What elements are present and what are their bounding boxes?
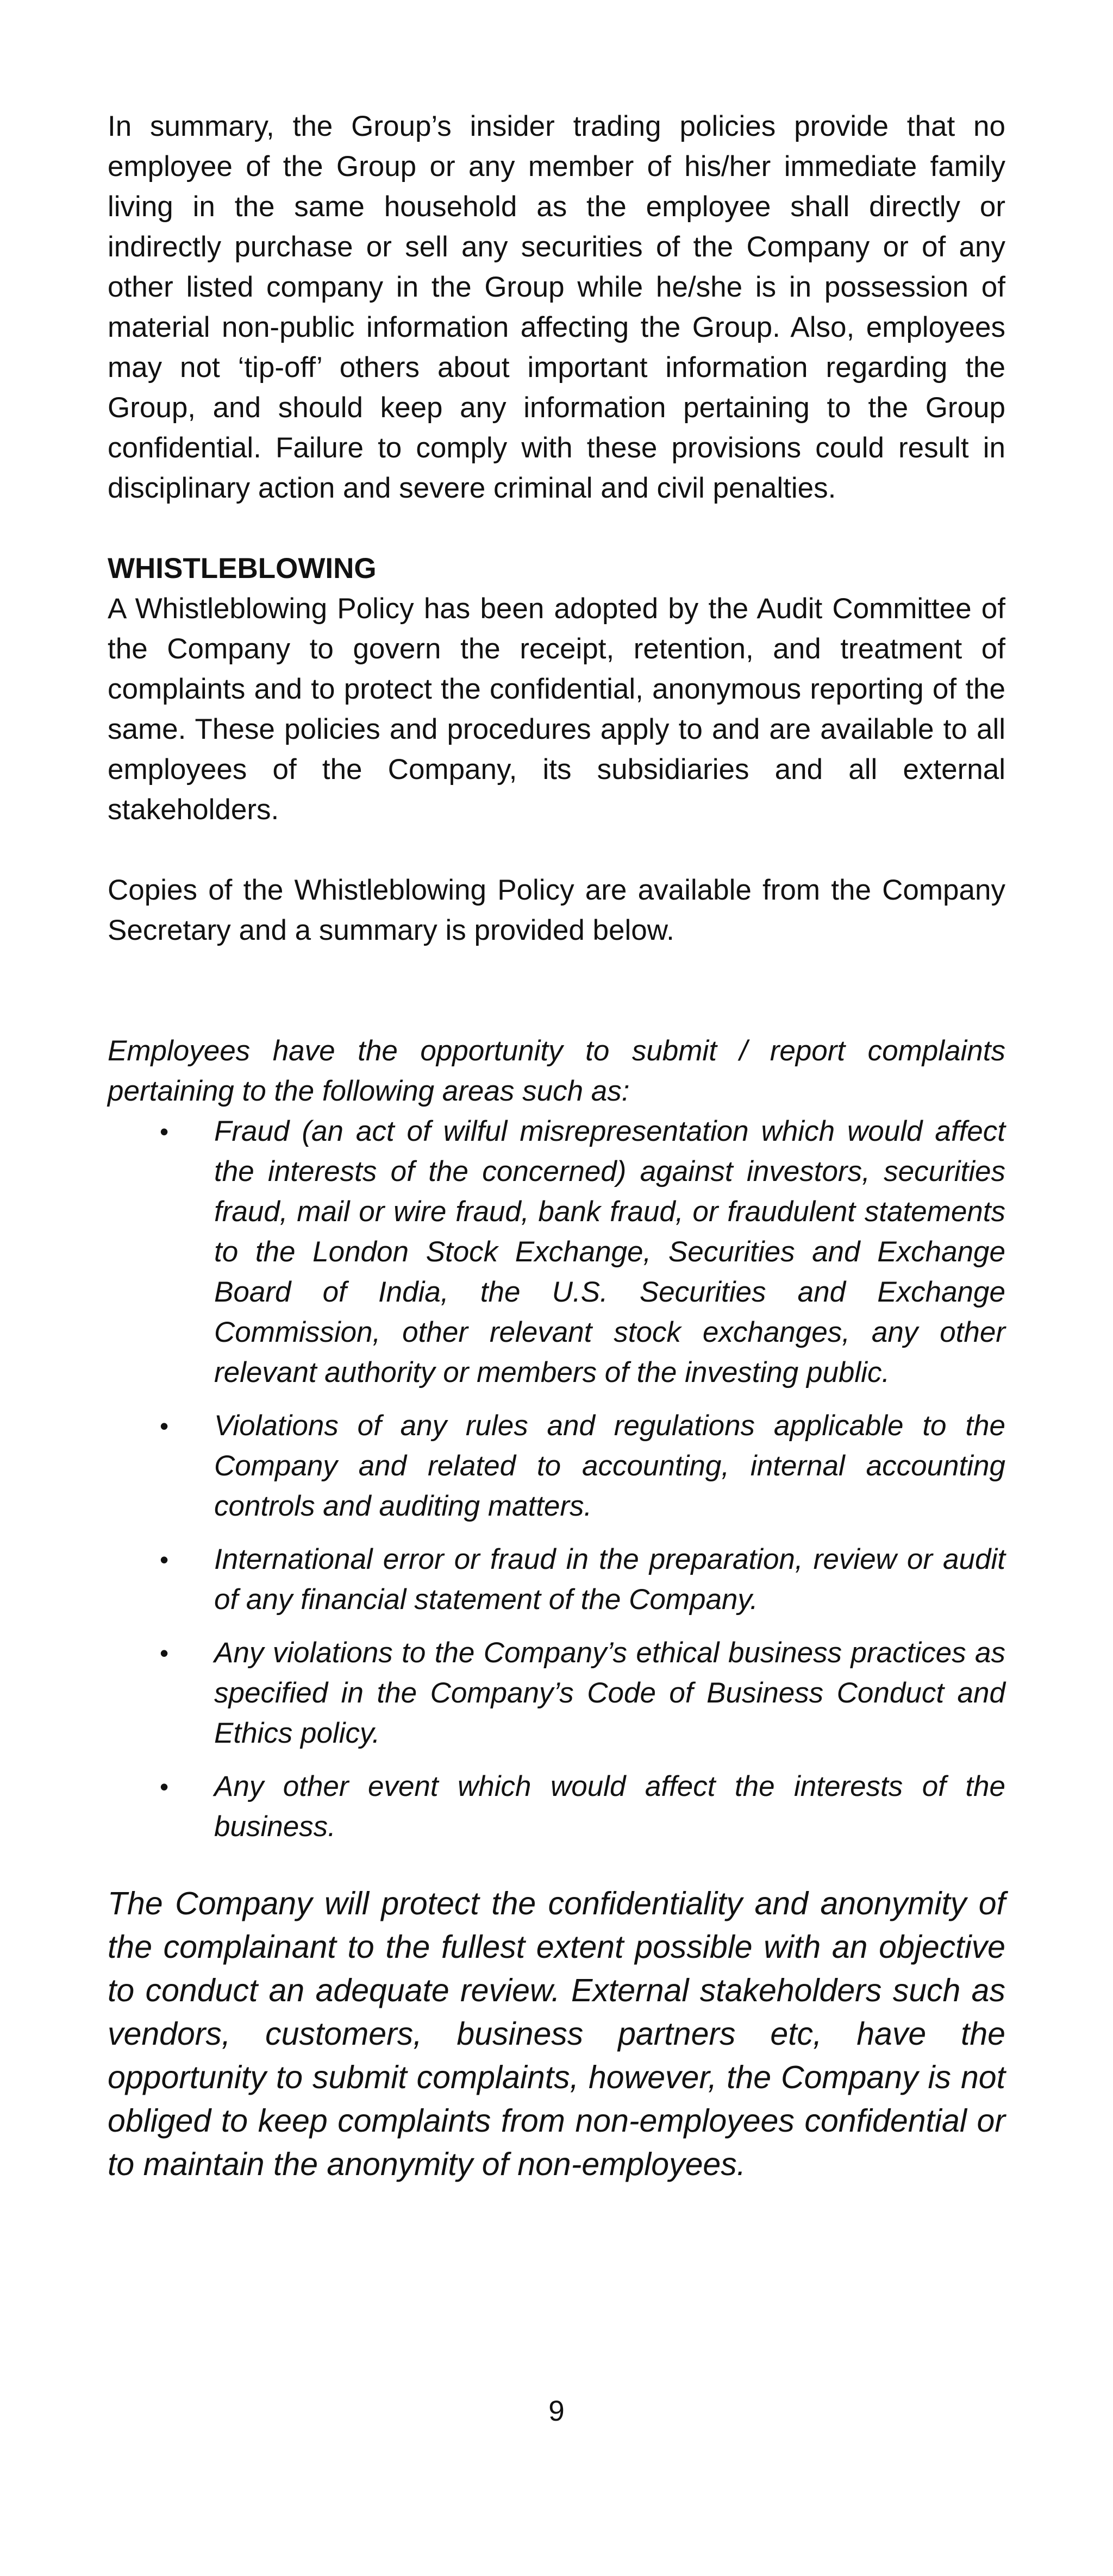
document-page [108,106,1005,2186]
list-item [108,1633,1005,1754]
spacer [108,830,1005,870]
confidentiality-statement: The Company will protect the confidentiality and anonymity of the complainant to the fullest extent possible with an objective to conduct an adequate review. External stakeholders such as vendors, customers, business partners etc, have the opportunity to submit complaints, however, the Company is not obliged to keep complaints from non-employees confidential or to maintain the anonymity of non-employees. [108,1886,1005,2182]
bullet-icon: • [160,1117,169,1146]
whistleblowing-intro: A Whistleblowing Policy has been adopted by the Audit Committee of the Company to govern the receipt, retention, and treatment of complaints and to protect the confidential, anonymous reporting of the same. These policies and procedures apply to and are available to all employees of the Company, its subsidiaries and all external stakeholders. [108,593,1005,826]
list-item [108,1540,1005,1620]
list-item [108,1767,1005,1847]
page-number: 9 [548,2395,565,2427]
list-item-text: Violations of any rules and regulations applicable to the Company and related to accounting, internal accounting controls and auditing matters. [214,1410,1005,1522]
bullet-icon: • [160,1412,169,1440]
bullet-icon: • [160,1639,169,1667]
policy-copies-text: Copies of the Whistleblowing Policy are available from the Company Secretary and a summary is provided below. [108,874,1005,946]
spacer [108,508,1005,549]
bullet-icon: • [160,1773,169,1801]
bullet-icon: • [160,1545,169,1574]
complaint-areas-list [108,1111,1005,1847]
list-item-text: Any other event which would affect the interests of the business. [214,1770,1005,1843]
list-item-text: International error or fraud in the preparation, review or audit of any financial statement of the Company. [214,1543,1005,1616]
insider-trading-summary: In summary, the Group’s insider trading policies provide that no employee of the Group or any member of his/her immediate family living in the same household as the employee shall directly or indirectly purchase or sell any securities of the Company or of any other listed company in the Group while he/she is in possession of material non-public information affecting the Group. Also, employees may not ‘tip-off’ others about important information regarding the Group, and should keep any information pertaining to the Group confidential. Failure to comply with these provisions could result in disciplinary action and severe criminal and civil penalties. [108,110,1005,504]
complaints-intro: Employees have the opportunity to submit / report complaints pertaining to the following areas such as: [108,1035,1005,1107]
whistleblowing-heading: WHISTLEBLOWING [108,552,377,585]
list-item-text: Any violations to the Company’s ethical business practices as specified in the Company’s Code of Business Conduct and Ethics policy. [214,1637,1005,1749]
spacer [108,951,1005,1031]
list-item-text: Fraud (an act of wilful misrepresentation which would affect the interests of the concerned) against investors, securities fraud, mail or wire fraud, bank fraud, or fraudulent statements to the London Stock Exchange, Securities and Exchange Board of India, the U.S. Securities and Exchange Commission, other relevant stock exchanges, any other relevant authority or members of the investing public. [214,1115,1005,1388]
list-item [108,1111,1005,1393]
spacer [108,1860,1005,1882]
list-item [108,1406,1005,1526]
